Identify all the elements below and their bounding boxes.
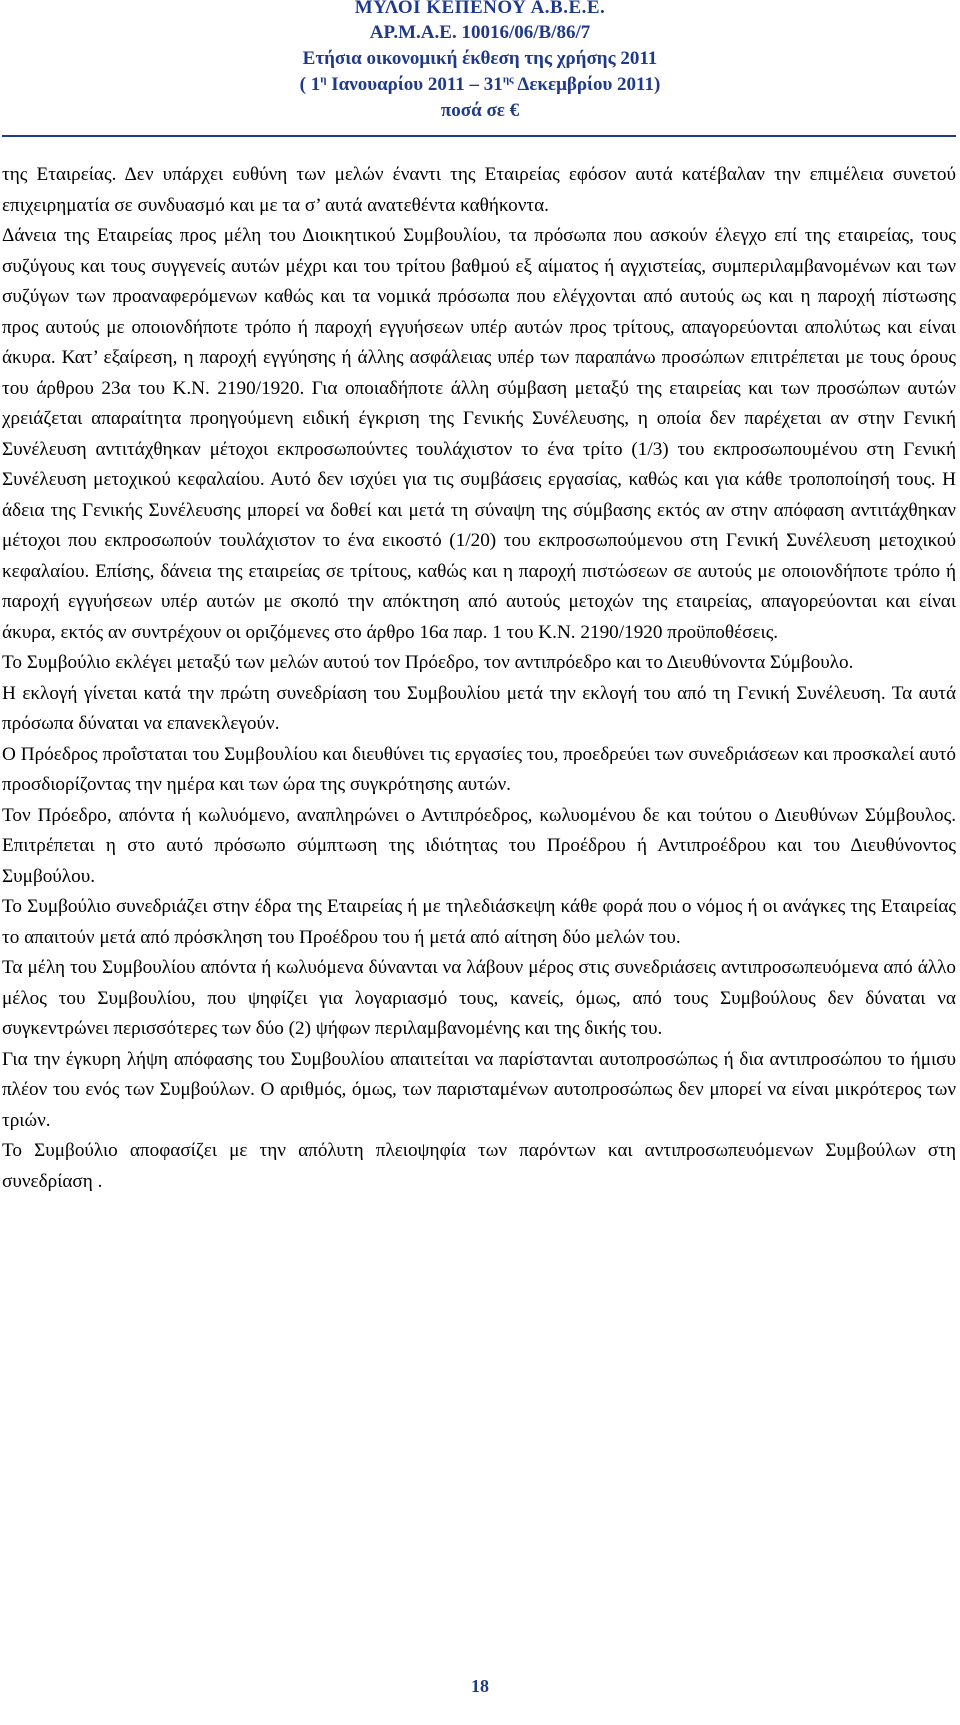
period-end: Δεκεμβρίου 2011) bbox=[513, 74, 661, 95]
header-divider bbox=[2, 135, 956, 137]
period-middle: Ιανουαρίου 2011 – 31 bbox=[326, 74, 503, 95]
report-period bbox=[0, 72, 960, 98]
paragraph: της Εταιρείας. Δεν υπάρχει ευθύνη των μελών έναντι της Εταιρείας εφόσον αυτά κατέβαλαν την επιμέλεια συνετού επιχειρηματία σε συνδυασμό και με τα σ’ αυτά ανατεθέντα καθήκοντα. bbox=[2, 164, 956, 216]
period-start-ordinal: η bbox=[320, 73, 327, 86]
currency-note: ποσά σε € bbox=[440, 100, 520, 121]
page-header bbox=[0, 0, 960, 124]
report-title: Ετήσια οικονομική έκθεση της χρήσης 2011 bbox=[302, 48, 658, 69]
paragraph: Για την έγκυρη λήψη απόφασης του Συμβουλίου απαιτείται να παρίστανται αυτοπροσώπως ή δια αντιπροσώπου το ήμισυ πλέον του ενός των Συμβούλων. Ο αριθμός, όμως, των παρισταμένων αυτοπροσώπως δεν μπορεί να είναι μικρότερος των τριών. bbox=[2, 1048, 956, 1131]
paragraph: Το Συμβούλιο συνεδριάζει στην έδρα της Εταιρείας ή με τηλεδιάσκεψη κάθε φορά που ο νόμος ή οι ανάγκες της Εταιρείας το απαιτούν μετά από πρόσκληση του Προέδρου του ή μετά από αίτηση δύο μελών του. bbox=[2, 896, 956, 948]
paragraph: Δάνεια της Εταιρείας προς μέλη του Διοικητικού Συμβουλίου, τα πρόσωπα που ασκούν έλεγχο επί της εταιρείας, τους συζύγους και τους συγγενείς αυτών μέχρι και του τρίτου βαθμού εξ αίματος ή αγχιστείας, συμπεριλαμβανομένων και των συζύγων των προαναφερόμενων καθώς και τα νομικά πρόσωπα που ελέγχονται από αυτούς ως και η παροχή πίστωσης προς αυτούς με οποιονδήποτε τρόπο ή παροχή εγγυήσεων υπέρ αυτών προς τρίτους, απαγορεύονται απολύτως και είναι άκυρα. Κατ’ εξαίρεση, η παροχή εγγύησης ή άλλης ασφάλειας υπέρ των παραπάνω προσώπων επιτρέπεται με τους όρους του άρθρου 23α του Κ.Ν. 2190/1920. Για οποιαδήποτε άλλη σύμβαση μεταξύ της εταιρείας και των προσώπων αυτών χρειάζεται απαραίτητα προηγούμενη ειδική έγκριση της Γενικής Συνέλευσης, η οποία δεν παρέχεται αν στην Γενική Συνέλευση αντιτάχθηκαν μέτοχοι εκπροσωπούντες τουλάχιστον το ένα τρίτο (1/3) του εκπροσωπουμένου στη Γενική Συνέλευση μετοχικού κεφαλαίου. Αυτό δεν ισχύει για τις συμβάσεις εργασίας, καθώς και για κάθε τροποποίησή τους. Η άδεια της Γενικής Συνέλευσης μπορεί να δοθεί και μετά τη σύναψη της σύμβασης εκτός αν στην απόφαση αντιτάχθηκαν μέτοχοι που εκπροσωπούν τουλάχιστον το ένα εικοστό (1/20) του εκπροσωπούμενου στη Γενική Συνέλευση μετοχικού κεφαλαίου. Επίσης, δάνεια της εταιρείας σε τρίτους, καθώς και η παροχή πιστώσεων σε αυτούς με οποιονδήποτε τρόπο ή παροχή εγγυήσεων υπέρ αυτών με σκοπό την απόκτηση από αυτούς μετοχών της εταιρείας, απαγορεύονται και είναι άκυρα, εκτός αν συντρέχουν οι οριζόμενες στο άρθρο 16α παρ. 1 του Κ.Ν. 2190/1920 προϋποθέσεις. bbox=[2, 225, 956, 643]
period-end-ordinal: ης bbox=[502, 73, 514, 86]
paragraph: Ο Πρόεδρος προΐσταται του Συμβουλίου και διευθύνει τις εργασίες του, προεδρεύει των συνεδριάσεων και προσκαλεί αυτό προσδιορίζοντας την ημέρα και των ώρα της συγκρότησης αυτών. bbox=[2, 743, 956, 795]
paragraph: Τα μέλη του Συμβουλίου απόντα ή κωλυόμενα δύνανται να λάβουν μέρος στις συνεδριάσεις αντιπροσωπευόμενα από άλλο μέλος του Συμβουλίου, που ψηφίζει για λογαριασμό τους, κανείς, όμως, από τους Συμβούλους δεν δύναται να συγκεντρώνει περισσότερες των δύο (2) ψήφων περιλαμβανομένης και της δικής του. bbox=[2, 957, 956, 1039]
registry-number: ΑΡ.Μ.Α.Ε. 10016/06/Β/86/7 bbox=[369, 22, 591, 43]
page-number: 18 bbox=[471, 1676, 489, 1696]
document-body bbox=[2, 160, 956, 1197]
company-name: ΜΥΛΟΙ ΚΕΠΕΝΟΥ Α.Β.Ε.Ε. bbox=[354, 0, 606, 18]
paragraph: Η εκλογή γίνεται κατά την πρώτη συνεδρίαση του Συμβουλίου μετά την εκλογή του από τη Γενική Συνέλευση. Τα αυτά πρόσωπα δύναται να επανεκλεγούν. bbox=[2, 682, 956, 734]
period-start: ( 1 bbox=[299, 74, 321, 95]
paragraph: Τον Πρόεδρο, απόντα ή κωλυόμενο, αναπληρώνει ο Αντιπρόεδρος, κωλυομένου δε και τούτου ο Διευθύνων Σύμβουλος. Επιτρέπεται η στο αυτό πρόσωπο σύμπτωση της ιδιότητας του Προέδρου ή Αντιπροέδρου και του Διευθύνοντος Συμβούλου. bbox=[2, 804, 956, 887]
paragraph: Το Συμβούλιο αποφασίζει με την απόλυτη πλειοψηφία των παρόντων και αντιπροσωπευόμενων Συμβούλων στη συνεδρίαση . bbox=[2, 1140, 956, 1192]
paragraph: Το Συμβούλιο εκλέγει μεταξύ των μελών αυτού τον Πρόεδρο, τον αντιπρόεδρο και το Διευθύνοντα Σύμβουλο. bbox=[2, 652, 854, 673]
